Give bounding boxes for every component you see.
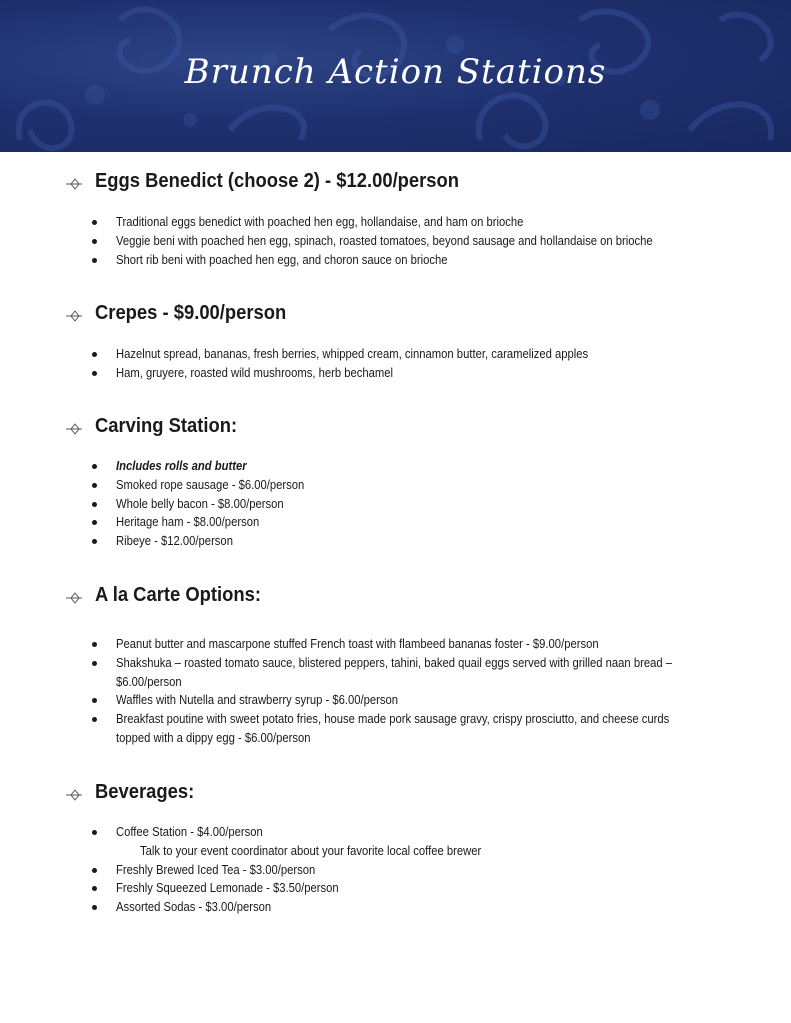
section-title: Eggs Benedict (choose 2) - $12.00/person <box>95 170 460 192</box>
list-item: Coffee Station - $4.00/person <box>0 823 591 842</box>
list-item: Peanut butter and mascarpone stuffed French toast with flambeed bananas foster - $9.00/person <box>0 635 791 654</box>
bullet-dot-icon <box>92 371 97 376</box>
list-item: Smoked rope sausage - $6.00/person <box>0 476 397 495</box>
bullet-dot-icon <box>92 830 97 835</box>
section-title: Beverages: <box>95 781 195 803</box>
section-header <box>0 170 791 200</box>
bullet-dot-icon <box>92 464 97 469</box>
list-item: Heritage ham - $8.00/person <box>0 513 397 532</box>
list-item: Freshly Brewed Iced Tea - $3.00/person <box>0 861 591 880</box>
list-item: Short rib beni with poached hen egg, and choron sauce on brioche <box>0 251 784 270</box>
list-item: Ham, gruyere, roasted wild mushrooms, herb bechamel <box>0 364 713 383</box>
item-list <box>0 213 784 269</box>
bullet-dot-icon <box>92 698 97 703</box>
bullet-dot-icon <box>92 642 97 647</box>
list-item: Shakshuka – roasted tomato sauce, blistered peppers, tahini, baked quail eggs served with grilled naan bread – <box>0 654 791 673</box>
bullet-dot-icon <box>92 539 97 544</box>
bullet-dot-icon <box>92 886 97 891</box>
bullet-dot-icon <box>92 352 97 357</box>
item-list <box>0 635 791 748</box>
section-a-la-carte <box>0 584 791 745</box>
list-item: Waffles with Nutella and strawberry syrup - $6.00/person <box>0 691 791 710</box>
section-title: Carving Station: <box>95 415 238 437</box>
list-item-continuation: topped with a dippy egg - $6.00/person <box>116 730 311 745</box>
diamond-arrow-icon <box>66 310 84 322</box>
diamond-arrow-icon <box>66 789 84 801</box>
bullet-dot-icon <box>92 661 97 666</box>
bullet-dot-icon <box>92 717 97 722</box>
diamond-arrow-icon <box>66 592 84 604</box>
bullet-dot-icon <box>92 220 97 225</box>
header-banner <box>0 0 791 152</box>
section-crepes <box>0 302 791 380</box>
bullet-dot-icon <box>92 239 97 244</box>
page-title: Brunch Action Stations <box>184 52 607 92</box>
list-item: Assorted Sodas - $3.00/person <box>0 898 591 917</box>
item-list <box>0 345 713 383</box>
list-item: Whole belly bacon - $8.00/person <box>0 495 397 514</box>
bullet-dot-icon <box>92 483 97 488</box>
section-title: A la Carte Options: <box>95 584 261 606</box>
section-header <box>0 415 791 445</box>
list-item: Hazelnut spread, bananas, fresh berries, whipped cream, cinnamon butter, caramelized apples <box>0 345 713 364</box>
bullet-dot-icon <box>92 868 97 873</box>
section-title: Crepes - $9.00/person <box>95 302 287 324</box>
list-item: Breakfast poutine with sweet potato fries, house made pork sausage gravy, crispy prosciutto, and cheese curds <box>0 710 791 729</box>
list-item: Ribeye - $12.00/person <box>0 532 397 551</box>
diamond-arrow-icon <box>66 423 84 435</box>
section-eggs-benedict <box>0 170 791 267</box>
bullet-dot-icon <box>92 905 97 910</box>
section-header <box>0 584 791 614</box>
list-item-continuation: $6.00/person <box>116 674 182 689</box>
list-item-note: Talk to your event coordinator about your favorite local coffee brewer <box>140 843 482 858</box>
bullet-dot-icon <box>92 258 97 263</box>
list-item: Freshly Squeezed Lemonade - $3.50/person <box>0 879 591 898</box>
item-list <box>0 457 397 551</box>
list-item: Veggie beni with poached hen egg, spinach, roasted tomatoes, beyond sausage and hollandaise on brioche <box>0 232 784 251</box>
list-item: Includes rolls and butter <box>0 457 397 476</box>
section-header <box>0 302 791 332</box>
section-carving-station <box>0 415 791 549</box>
list-item: Traditional eggs benedict with poached hen egg, hollandaise, and ham on brioche <box>0 213 784 232</box>
bullet-dot-icon <box>92 520 97 525</box>
bullet-dot-icon <box>92 502 97 507</box>
section-beverages <box>0 781 791 915</box>
diamond-arrow-icon <box>66 178 84 190</box>
item-list <box>0 823 591 917</box>
section-header <box>0 781 791 811</box>
